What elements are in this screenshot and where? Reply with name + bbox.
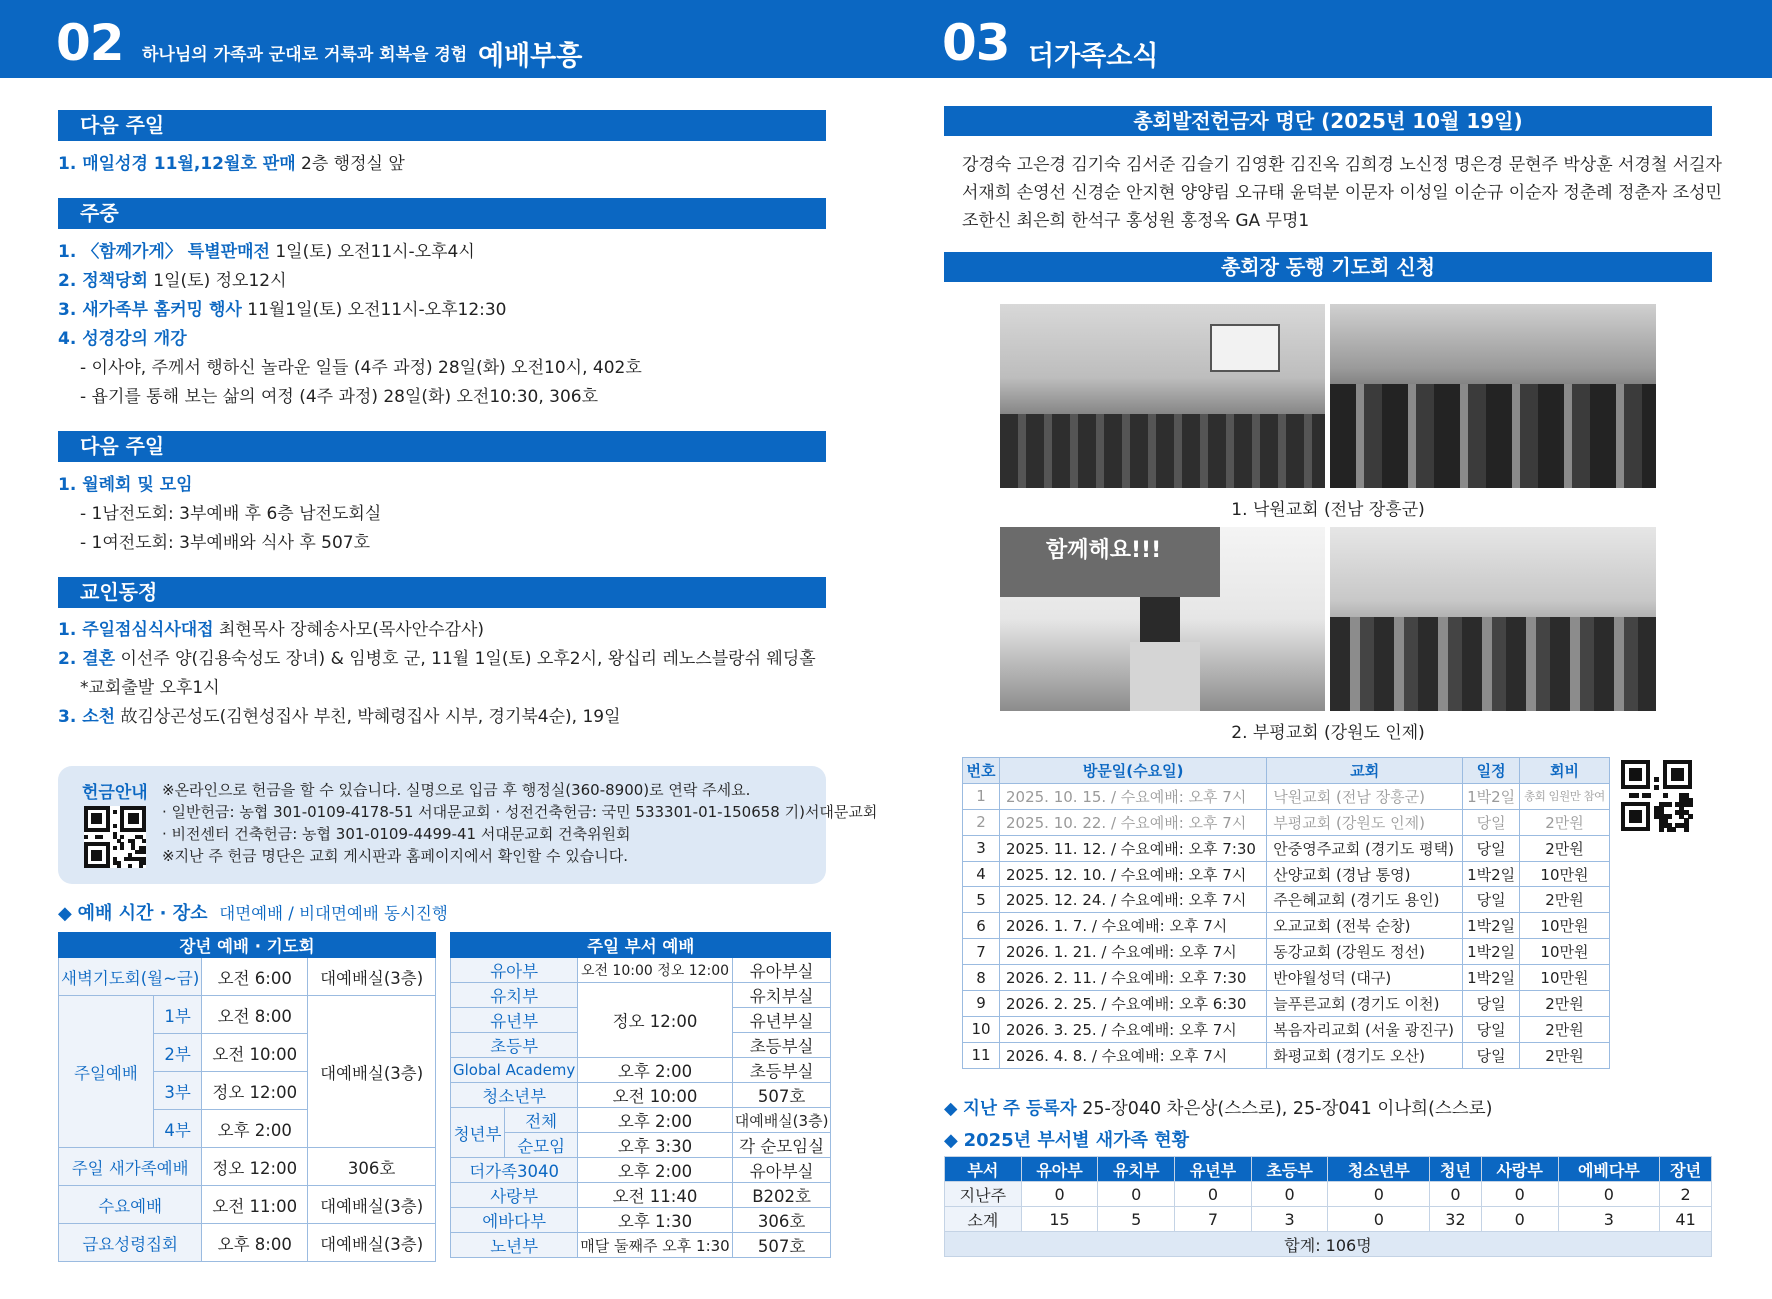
table-row (963, 1042, 1610, 1068)
cell: 에바다부 (451, 1208, 578, 1233)
cell: 오전 10:00 정오 12:00 (578, 958, 732, 983)
family-header: 청년 (1430, 1157, 1482, 1182)
cell: 4부 (153, 1110, 201, 1148)
table-cell: 2026. 3. 25. / 수요예배: 오후 7시 (999, 1016, 1266, 1042)
table-cell: 3 (1251, 1207, 1328, 1232)
cell: 정오 12:00 (202, 1148, 308, 1186)
new-family-heading: ◆ 2025년 부서별 새가족 현황 (944, 1130, 1189, 1151)
list-item (58, 619, 484, 641)
list-item (58, 648, 816, 670)
list-item (58, 270, 287, 292)
prayer-schedule-table (962, 757, 1610, 1069)
offering-line: · 일반헌금: 농협 301-0109-4178-51 서대문교회 · 성전건축헌금: 국민 533301-01-150658 기)서대문교회 (162, 803, 878, 821)
cell: 오후 1:30 (578, 1208, 732, 1233)
worship-time-heading: ◆ 예배 시간 · 장소 대면예배 / 비대면예배 동시진행 (58, 903, 448, 924)
item-text: 故김상곤성도(김현성집사 부친, 박혜령집사 시부, 경기북4순), 19일 (115, 707, 621, 727)
diamond-icon: ◆ (58, 903, 72, 924)
section-title-left: 예배부흥 (478, 41, 583, 72)
table-cell: 낙원교회 (전남 장흥군) (1267, 783, 1463, 809)
table-cell: 2026. 2. 11. / 수요예배: 오후 7:30 (999, 965, 1266, 991)
table-cell: 동강교회 (강원도 정선) (1267, 939, 1463, 965)
table-cell: 총회 임원만 참여 (1519, 783, 1609, 809)
diamond-icon: ◆ (944, 1099, 958, 1119)
table-cell: 0 (1430, 1182, 1482, 1207)
church-photo-2a (1000, 527, 1325, 711)
family-header: 초등부 (1251, 1157, 1328, 1182)
qr-code-icon[interactable] (1621, 760, 1692, 831)
item-label: 1. 월례회 및 모임 (58, 475, 193, 495)
cell: 대예배실(3층) (308, 958, 436, 996)
table-cell: 1박2일 (1463, 965, 1520, 991)
table-cell: 10만원 (1519, 965, 1609, 991)
item-label: 3. 새가족부 홈커밍 행사 (58, 300, 242, 320)
cell: 전체 (505, 1108, 578, 1133)
schedule-header: 일정 (1463, 758, 1520, 784)
offering-line: · 비전센터 건축헌금: 농협 301-0109-4499-41 서대문교회 건축위원회 (162, 825, 631, 843)
family-header: 유년부 (1175, 1157, 1252, 1182)
family-header: 에베다부 (1558, 1157, 1660, 1182)
table-cell: 3 (963, 835, 1000, 861)
list-item (58, 706, 621, 728)
cell: 수요예배 (59, 1186, 202, 1224)
department-worship-table (450, 932, 831, 1258)
cell: 정오 12:00 (202, 1072, 308, 1110)
cell: 유년부 (451, 1008, 578, 1033)
table-cell: 안중영주교회 (경기도 평택) (1267, 835, 1463, 861)
table-cell: 당일 (1463, 991, 1520, 1017)
cell: 청소년부 (451, 1083, 578, 1108)
list-item (58, 153, 405, 175)
table-cell: 산양교회 (경남 통영) (1267, 861, 1463, 887)
cell: 오전 10:00 (578, 1083, 732, 1108)
cell: 오후 2:00 (578, 1058, 732, 1083)
table-cell: 늘푸른교회 (경기도 이천) (1267, 991, 1463, 1017)
cell: 각 순모임실 (732, 1133, 831, 1158)
cell: Global Academy (451, 1058, 578, 1083)
section-number-left: 02 (56, 14, 124, 72)
cell: 금요성령집회 (59, 1224, 202, 1262)
table-cell: 11 (963, 1042, 1000, 1068)
cell: 507호 (732, 1083, 831, 1108)
table-cell: 2만원 (1519, 1016, 1609, 1042)
cell: 주일예배 (59, 996, 154, 1148)
table-row (963, 965, 1610, 991)
cell: 오후 2:00 (202, 1110, 308, 1148)
cell: 유아부실 (732, 958, 831, 983)
cell: 유년부실 (732, 1008, 831, 1033)
cell: 306호 (308, 1148, 436, 1186)
table-cell: 2025. 11. 12. / 수요예배: 오후 7:30 (999, 835, 1266, 861)
cell: 더가족3040 (451, 1158, 578, 1183)
item-text: - 1여전도회: 3부예배와 식사 후 507호 (80, 533, 371, 553)
offering-line: ※온라인으로 헌금을 할 수 있습니다. 실명으로 입금 후 행정실(360-8900)로 연락 주세요. (162, 781, 751, 799)
church-photo-2b (1330, 527, 1656, 711)
item-text: 1일(토) 정오12시 (147, 271, 287, 291)
cell: 새벽기도회(월~금) (59, 958, 202, 996)
table-cell: 9 (963, 991, 1000, 1017)
cell: 초등부실 (732, 1033, 831, 1058)
cell: 오전 11:00 (202, 1186, 308, 1224)
cell: 오전 11:40 (578, 1183, 732, 1208)
header-bar (0, 0, 1772, 78)
table-cell: 0 (1021, 1182, 1098, 1207)
list-item (80, 503, 381, 525)
table-cell: 2026. 1. 21. / 수요예배: 오후 7시 (999, 939, 1266, 965)
cell: 2부 (153, 1034, 201, 1072)
cell: 대예배실(3층) (308, 996, 436, 1148)
table-row (963, 887, 1610, 913)
table-cell: 0 (1481, 1182, 1558, 1207)
list-item (80, 532, 370, 554)
table-cell: 1박2일 (1463, 939, 1520, 965)
table-cell: 당일 (1463, 835, 1520, 861)
family-header: 부서 (945, 1157, 1022, 1182)
family-header: 유치부 (1098, 1157, 1175, 1182)
item-text: 11월1일(토) 오전11시-오후12:30 (241, 300, 507, 320)
table-cell: 0 (1481, 1207, 1558, 1232)
cell: 507호 (732, 1233, 831, 1258)
table-cell: 지난주 (945, 1182, 1022, 1207)
table-cell: 오교교회 (전북 순창) (1267, 913, 1463, 939)
cell: 오전 8:00 (202, 996, 308, 1034)
table-cell: 2만원 (1519, 835, 1609, 861)
item-text: - 욥기를 통해 보는 삶의 여정 (4주 과정) 28일(화) 오전10:30, 306호 (80, 387, 599, 407)
adult-worship-title: 장년 예배 · 기도회 (59, 933, 436, 958)
item-label: 1. 〈함께가게〉 특별판매전 (58, 242, 270, 262)
table-cell: 6 (963, 913, 1000, 939)
table-cell: 10만원 (1519, 861, 1609, 887)
donor-names: 서재희 손영선 신경순 안지현 양양림 오규태 윤덕분 이문자 이성일 이순규 이순자 정춘례 정춘자 조성민 (962, 183, 1722, 203)
family-header: 사랑부 (1481, 1157, 1558, 1182)
church-photo-1b (1330, 304, 1656, 488)
registrants-line: ◆ 지난 주 등록자 25-장040 차은상(스스로), 25-장041 이나희(스스로) (944, 1099, 1493, 1119)
table-cell: 2026. 4. 8. / 수요예배: 오후 7시 (999, 1042, 1266, 1068)
cell: 주일 새가족예배 (59, 1148, 202, 1186)
table-cell: 10만원 (1519, 939, 1609, 965)
table-cell: 10만원 (1519, 913, 1609, 939)
cell: 노년부 (451, 1233, 578, 1258)
member-news-heading: 교인동정 (58, 577, 826, 608)
schedule-header: 방문일(수요일) (999, 758, 1266, 784)
table-cell: 2만원 (1519, 809, 1609, 835)
table-row (963, 835, 1610, 861)
table-cell: 2만원 (1519, 991, 1609, 1017)
diamond-icon: ◆ (944, 1130, 958, 1151)
cell: 오후 2:00 (578, 1158, 732, 1183)
cell: 오후 2:00 (578, 1108, 732, 1133)
section-title-right: 더가족소식 (1028, 41, 1159, 72)
table-cell: 8 (963, 965, 1000, 991)
table-cell: 1박2일 (1463, 783, 1520, 809)
offering-line: ※지난 주 헌금 명단은 교회 게시판과 홈페이지에서 확인할 수 있습니다. (162, 847, 628, 865)
cell: 매달 둘째주 오후 1:30 (578, 1233, 732, 1258)
table-cell: 당일 (1463, 1016, 1520, 1042)
table-cell: 0 (1328, 1207, 1430, 1232)
cell: 대예배실(3층) (308, 1186, 436, 1224)
table-cell: 4 (963, 861, 1000, 887)
item-text: - 1남전도회: 3부예배 후 6층 남전도회실 (80, 504, 382, 524)
prayer-meeting-heading: 총회장 동행 기도회 신청 (944, 252, 1712, 282)
cell: 3부 (153, 1072, 201, 1110)
table-cell: 1박2일 (1463, 913, 1520, 939)
table-cell: 당일 (1463, 809, 1520, 835)
cell: 유치부실 (732, 983, 831, 1008)
item-label: 1. 주일점심식사대접 (58, 620, 214, 640)
cell: 1부 (153, 996, 201, 1034)
section-number-right: 03 (942, 14, 1010, 72)
donor-names: 강경숙 고은경 김기숙 김서준 김슬기 김영환 김진옥 김희경 노신정 명은경 문현주 박상훈 서경철 서길자 (962, 155, 1722, 175)
table-cell: 0 (1175, 1182, 1252, 1207)
offering-info-box (58, 766, 878, 884)
cell: 유아부실 (732, 1158, 831, 1183)
list-item (58, 474, 193, 496)
adult-worship-table (58, 932, 436, 1262)
next-sunday-heading-2: 다음 주일 (58, 431, 826, 462)
table-cell: 1 (963, 783, 1000, 809)
item-label: 2. 정책당회 (58, 271, 148, 291)
item-label: 4. 성경강의 개강 (58, 329, 187, 349)
table-cell: 0 (1251, 1182, 1328, 1207)
table-cell: 7 (963, 939, 1000, 965)
next-sunday-heading: 다음 주일 (58, 110, 826, 141)
table-cell: 5 (963, 887, 1000, 913)
table-row (963, 939, 1610, 965)
item-text: 최현목사 장혜송사모(목사안수감사) (213, 620, 484, 640)
table-cell: 부평교회 (강원도 인제) (1267, 809, 1463, 835)
list-item (80, 677, 220, 699)
schedule-header: 번호 (963, 758, 1000, 784)
table-cell: 1박2일 (1463, 861, 1520, 887)
cell: 정오 12:00 (578, 983, 732, 1058)
donor-names: 조한신 최은희 한석구 홍성원 홍정옥 GA 무명1 (962, 211, 1310, 231)
table-cell: 2025. 10. 15. / 수요예배: 오후 7시 (999, 783, 1266, 809)
table-row (945, 1207, 1712, 1232)
department-worship-title: 주일 부서 예배 (451, 933, 831, 958)
list-item (58, 328, 187, 350)
table-cell: 2025. 10. 22. / 수요예배: 오후 7시 (999, 809, 1266, 835)
family-total: 합계: 106명 (945, 1232, 1712, 1257)
table-cell: 반야월성덕 (대구) (1267, 965, 1463, 991)
table-cell: 0 (1328, 1182, 1430, 1207)
item-label: 2. 결혼 (58, 649, 116, 669)
table-cell: 복음자리교회 (서울 광진구) (1267, 1016, 1463, 1042)
table-cell: 당일 (1463, 1042, 1520, 1068)
photo-caption-1: 1. 낙원교회 (전남 장흥군) (1231, 500, 1425, 520)
table-cell: 2 (963, 809, 1000, 835)
church-photo-1a (1000, 304, 1325, 488)
table-cell: 0 (1098, 1182, 1175, 1207)
schedule-header: 교회 (1267, 758, 1463, 784)
cell: 306호 (732, 1208, 831, 1233)
schedule-header: 회비 (1519, 758, 1609, 784)
section-subtitle-left: 하나님의 가족과 군대로 거룩과 회복을 경험 (142, 45, 468, 65)
table-cell: 2026. 2. 25. / 수요예배: 오후 6:30 (999, 991, 1266, 1017)
table-cell: 2025. 12. 10. / 수요예배: 오후 7시 (999, 861, 1266, 887)
table-row (963, 783, 1610, 809)
item-text: *교회출발 오후1시 (80, 678, 220, 698)
cell: 오전 6:00 (202, 958, 308, 996)
cell: 순모임 (505, 1133, 578, 1158)
family-header: 장년 (1660, 1157, 1712, 1182)
table-cell: 0 (1558, 1182, 1660, 1207)
table-cell: 소계 (945, 1207, 1022, 1232)
item-label: 3. 소천 (58, 707, 116, 727)
table-row (963, 809, 1610, 835)
cell: 오후 3:30 (578, 1133, 732, 1158)
list-item (80, 386, 598, 408)
table-cell: 32 (1430, 1207, 1482, 1232)
table-cell: 10 (963, 1016, 1000, 1042)
item-text: - 이사야, 주께서 행하신 놀라운 일들 (4주 과정) 28일(화) 오전10시, 402호 (80, 358, 642, 378)
table-cell: 주은혜교회 (경기도 용인) (1267, 887, 1463, 913)
offering-title: 헌금안내 (82, 783, 148, 803)
table-row (963, 991, 1610, 1017)
table-cell: 당일 (1463, 887, 1520, 913)
cell: 초등부 (451, 1033, 578, 1058)
photo-caption-2: 2. 부평교회 (강원도 인제) (1231, 723, 1425, 743)
table-cell: 7 (1175, 1207, 1252, 1232)
cell: 사랑부 (451, 1183, 578, 1208)
new-family-table (944, 1156, 1712, 1257)
list-item (58, 241, 475, 263)
table-cell: 3 (1558, 1207, 1660, 1232)
cell: 초등부실 (732, 1058, 831, 1083)
weekday-heading: 주중 (58, 198, 826, 229)
cell: 유아부 (451, 958, 578, 983)
table-cell: 화평교회 (경기도 오산) (1267, 1042, 1463, 1068)
table-row (963, 861, 1610, 887)
family-header: 유아부 (1021, 1157, 1098, 1182)
table-cell: 2만원 (1519, 887, 1609, 913)
table-row (945, 1182, 1712, 1207)
table-row (963, 1016, 1610, 1042)
cell: 오전 10:00 (202, 1034, 308, 1072)
cell: 청년부 (451, 1108, 505, 1158)
qr-code-icon[interactable] (84, 806, 146, 868)
family-header: 청소년부 (1328, 1157, 1430, 1182)
list-item (58, 299, 507, 321)
table-cell: 15 (1021, 1207, 1098, 1232)
cell: 유치부 (451, 983, 578, 1008)
table-row (963, 913, 1610, 939)
table-cell: 2만원 (1519, 1042, 1609, 1068)
cell: 오후 8:00 (202, 1224, 308, 1262)
donors-heading: 총회발전헌금자 명단 (2025년 10월 19일) (944, 106, 1712, 136)
table-cell: 41 (1660, 1207, 1712, 1232)
cell: 대예배실(3층) (308, 1224, 436, 1262)
table-cell: 5 (1098, 1207, 1175, 1232)
banner-text: 함께해요!!! (1046, 538, 1162, 563)
table-cell: 2026. 1. 7. / 수요예배: 오후 7시 (999, 913, 1266, 939)
table-cell: 2025. 12. 24. / 수요예배: 오후 7시 (999, 887, 1266, 913)
cell: B202호 (732, 1183, 831, 1208)
table-cell: 2 (1660, 1182, 1712, 1207)
item-label: 1. 매일성경 11월,12월호 판매 (58, 154, 296, 174)
item-text: 1일(토) 오전11시-오후4시 (269, 242, 475, 262)
list-item (80, 357, 642, 379)
item-text: 이선주 양(김용숙성도 장녀) & 임병호 군, 11월 1일(토) 오후2시, 왕십리 레노스블랑쉬 웨딩홀 (115, 649, 816, 669)
cell: 대예배실(3층) (732, 1108, 831, 1133)
item-text: 2층 행정실 앞 (295, 154, 405, 174)
